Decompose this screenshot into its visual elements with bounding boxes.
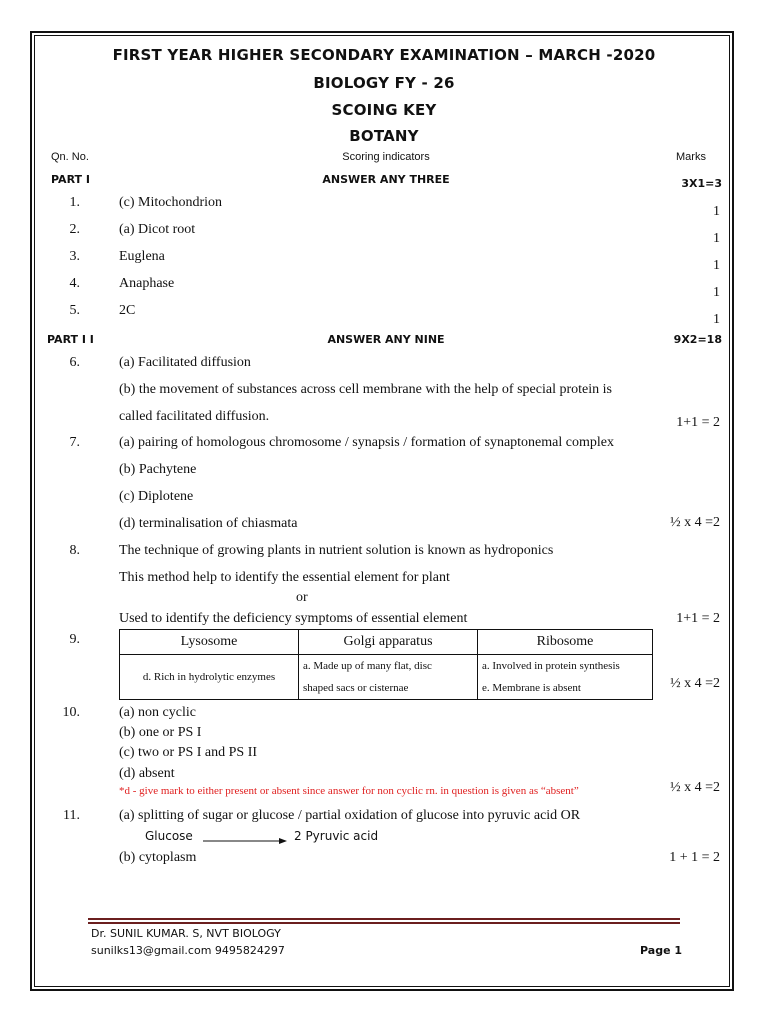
page-number: Page 1	[640, 944, 683, 957]
cell-golgi-line1: a. Made up of many flat, disc	[303, 660, 432, 672]
header-lysosome: Lysosome	[120, 630, 299, 655]
q8-line1: The technique of growing plants in nutrient solution is known as hydroponics	[119, 543, 554, 558]
q4-mark: 1	[713, 285, 720, 300]
q5-answer: 2C	[119, 303, 136, 318]
cell-ribosome-line1: a. Involved in protein synthesis	[482, 660, 620, 672]
exam-title: FIRST YEAR HIGHER SECONDARY EXAMINATION – MARCH -2020	[112, 46, 656, 64]
footer-rule-top	[88, 918, 680, 920]
section-title: BOTANY	[349, 127, 419, 145]
q11-mark: 1 + 1 = 2	[669, 850, 720, 865]
q7-answer-c: (c) Diplotene	[119, 489, 194, 504]
q8-or: or	[296, 590, 308, 605]
q10-mark: ½ x 4 =2	[670, 780, 720, 795]
q1-number: 1.	[69, 195, 80, 210]
q10-note: *d - give mark to either present or absent since answer for non cyclic rn. in question is given as “absent”	[119, 785, 579, 797]
q6-number: 6.	[69, 355, 80, 370]
q4-answer: Anaphase	[119, 276, 175, 291]
table-header-row	[120, 630, 653, 655]
q10-number: 10.	[62, 705, 80, 720]
cell-ribosome	[478, 655, 653, 700]
q7-number: 7.	[69, 435, 80, 450]
table-row	[120, 655, 653, 700]
q10-answer-a: (a) non cyclic	[119, 705, 196, 720]
part1-marks: 3X1=3	[681, 177, 722, 190]
organelle-comparison-table	[119, 629, 653, 700]
q5-mark: 1	[713, 312, 720, 327]
footer-author: Dr. SUNIL KUMAR. S, NVT BIOLOGY	[91, 927, 281, 940]
part1-label: PART I	[51, 173, 90, 186]
q11-answer-a: (a) splitting of sugar or glucose / partial oxidation of glucose into pyruvic acid OR	[119, 808, 581, 823]
q7-mark: ½ x 4 =2	[670, 515, 720, 530]
q10-answer-c: (c) two or PS I and PS II	[119, 745, 258, 760]
q3-mark: 1	[713, 258, 720, 273]
cell-ribosome-line2: e. Membrane is absent	[482, 682, 581, 694]
part2-label: PART I I	[47, 333, 94, 346]
cell-golgi-line2: shaped sacs or cisternae	[303, 682, 409, 694]
footer-rule-bottom	[88, 922, 680, 924]
q8-line3: Used to identify the deficiency symptoms of essential element	[119, 611, 468, 626]
q8-line2: This method help to identify the essential element for plant	[119, 570, 450, 585]
q6-answer-b1: (b) the movement of substances across cell membrane with the help of special protein is	[119, 382, 612, 397]
q6-mark: 1+1 = 2	[676, 415, 720, 430]
cell-golgi	[299, 655, 478, 700]
q4-number: 4.	[69, 276, 80, 291]
col-indicators: Scoring indicators	[342, 151, 430, 163]
q8-number: 8.	[69, 543, 80, 558]
q7-answer-d: (d) terminalisation of chiasmata	[119, 516, 298, 531]
q6-answer-a: (a) Facilitated diffusion	[119, 355, 251, 370]
q1-answer: (c) Mitochondrion	[119, 195, 223, 210]
key-title: SCOING KEY	[331, 101, 437, 119]
part2-marks: 9X2=18	[673, 333, 722, 346]
q7-answer-b: (b) Pachytene	[119, 462, 197, 477]
subject-title: BIOLOGY FY - 26	[313, 74, 455, 92]
col-marks: Marks	[676, 151, 706, 163]
cell-lysosome	[120, 655, 299, 700]
q8-mark: 1+1 = 2	[676, 611, 720, 626]
q2-number: 2.	[69, 222, 80, 237]
part2-instruction: ANSWER ANY NINE	[327, 333, 445, 346]
q9-mark: ½ x 4 =2	[670, 676, 720, 691]
q7-answer-a: (a) pairing of homologous chromosome / synapsis / formation of synaptonemal complex	[119, 435, 614, 450]
col-qno: Qn. No.	[51, 151, 89, 163]
q2-mark: 1	[713, 231, 720, 246]
arrow-icon	[203, 833, 287, 843]
q11-product: 2 Pyruvic acid	[294, 829, 379, 843]
cell-lysosome-text: d. Rich in hydrolytic enzymes	[142, 671, 276, 683]
q11-glucose: Glucose	[145, 829, 193, 843]
q3-number: 3.	[69, 249, 80, 264]
q5-number: 5.	[69, 303, 80, 318]
q6-answer-b2: called facilitated diffusion.	[119, 409, 270, 424]
header-ribosome: Ribosome	[478, 630, 653, 655]
q11-number: 11.	[63, 808, 80, 823]
q3-answer: Euglena	[119, 249, 165, 264]
q11-answer-b: (b) cytoplasm	[119, 850, 197, 865]
part1-instruction: ANSWER ANY THREE	[322, 173, 450, 186]
footer-contact: sunilks13@gmail.com 9495824297	[91, 944, 285, 957]
q10-answer-d: (d) absent	[119, 766, 175, 781]
q1-mark: 1	[713, 204, 720, 219]
q10-answer-b: (b) one or PS I	[119, 725, 202, 740]
q2-answer: (a) Dicot root	[119, 222, 196, 237]
header-golgi: Golgi apparatus	[299, 630, 478, 655]
q9-number: 9.	[69, 632, 80, 647]
